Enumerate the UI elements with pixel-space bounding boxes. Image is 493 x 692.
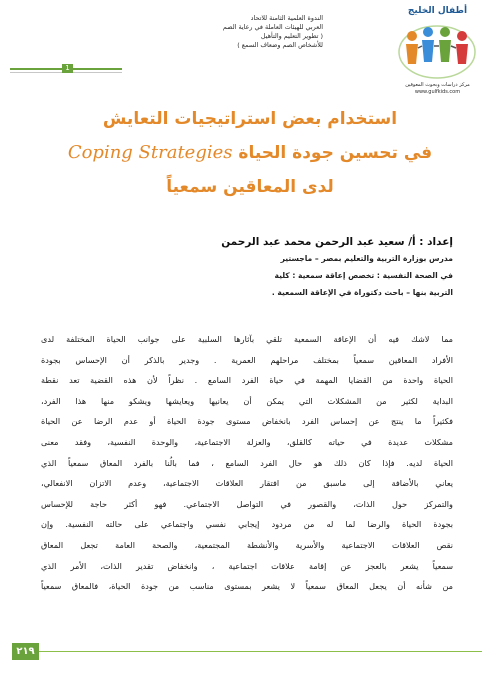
title-line-2-arabic: في تحسين جودة الحياة xyxy=(238,143,433,163)
body-line: بجودة الحياة والرضا لما له من مردود إيجابي نفسي واجتماعي على حالته النفسية. وإن xyxy=(41,519,453,530)
conference-header xyxy=(173,14,323,50)
body-line: من شأنه أن يجعل المعاق سمعياً لا يشعر بمستوى مناسب من جودة الحياة، فالمعاق سمعياً xyxy=(41,581,453,592)
author-name: إعداد : أ/ سعيد عبد الرحمن محمد عبد الرحمن xyxy=(221,236,453,248)
affiliation-line: في الصحة النفسية : تخصص إعاقة سمعية : كلية xyxy=(274,271,453,280)
affiliation-line: مدرس بوزارة التربية والتعليم بمصر – ماجستير xyxy=(280,254,453,263)
logo-title: أطفال الخليج xyxy=(407,6,468,16)
conference-line: الندوة العلمية الثامنة للاتحاد xyxy=(250,14,323,22)
body-line: نقص العلاقات الاجتماعية والأسرية والأنشطة المجتمعية، والصحة العامة تجعل المعاق xyxy=(41,539,453,550)
title-line-3: لدى المعاقين سمعياً xyxy=(166,177,334,197)
conference-line: ( تطوير التعليم والتأهيل xyxy=(260,32,323,40)
body-line: البداية لكثير من المشكلات التي يمكن أن يعانيها ويعايشها ويشكو منها هذا الفرد، xyxy=(41,395,453,406)
body-paragraph xyxy=(41,329,453,597)
body-line: يعاني بالأضافة إلى ماسبق من افتقار العلاقات الاجتماعية، وعدم الاتزان الانفعالي، xyxy=(41,478,453,489)
conference-line: العربي للهيئات العاملة في رعاية الصم xyxy=(222,23,323,31)
body-line: الأفراد المعاقين سمعياً بمختلف مراحلهم العمرية . وجدير بالذكر أن الإحساس بجودة xyxy=(41,354,453,365)
header-badge: 1 xyxy=(62,64,73,73)
author-block xyxy=(33,234,453,301)
logo-figures-icon xyxy=(390,18,485,82)
body-line: فكثيراً ما ينتج عن إحساس الفرد بانخفاض مستوى جودة الحياة أو عدم الرضا عن الحياة xyxy=(41,416,453,427)
article-title xyxy=(30,102,470,204)
body-line: سمعياً يشعر بالعجز عن إقامة علاقات اجتماعية ، وانخفاض تقدير الذات، الأمر الذي xyxy=(41,560,453,571)
logo-sub-line: مركز دراسات وبحوث المعوقين xyxy=(405,82,470,88)
title-line-1: استخدام بعض استراتيجيات التعايش xyxy=(102,109,398,129)
body-line: مما لاشك فيه أن الإعاقة السمعية تلقي بآثارها السلبية على جوانب الحياة المختلفة لدى xyxy=(41,334,453,344)
title-line-2-english: Coping Strategies xyxy=(67,142,233,163)
logo-subtitle xyxy=(390,82,485,96)
footer-rule xyxy=(12,651,482,652)
gulf-kids-logo xyxy=(390,6,485,96)
body-line: والتمركز حول الذات، والقصور في التواصل الاجتماعي. فهو أكثر حاجة للإحساس xyxy=(41,498,453,509)
logo-sub-line: www.gulfkids.com xyxy=(414,89,461,95)
title-line-2 xyxy=(30,136,470,170)
conference-line: للأشخاص الصم وضعاف السمع ) xyxy=(237,41,323,49)
body-line: الحياة واحدة من القضايا المهمة في حياة الفرد السامع . نظراً لأن هذه القضية تعد نقطة xyxy=(41,375,453,386)
affiliation-line: التربية بنها – باحث دكتوراة في الإعاقة السمعية . xyxy=(271,288,453,297)
body-line: مشكلات عديدة في حياته كالقلق، والعزلة الاجتماعية، والوحدة النفسية، وفقد معنى xyxy=(41,436,453,447)
body-line: الحياة لديه. فإذا كان ذلك هو حال الفرد السامع ، فما بالُنا بالفرد المعاق سمعياً الذي xyxy=(41,457,453,468)
page-number: ٢١٩ xyxy=(12,643,39,660)
